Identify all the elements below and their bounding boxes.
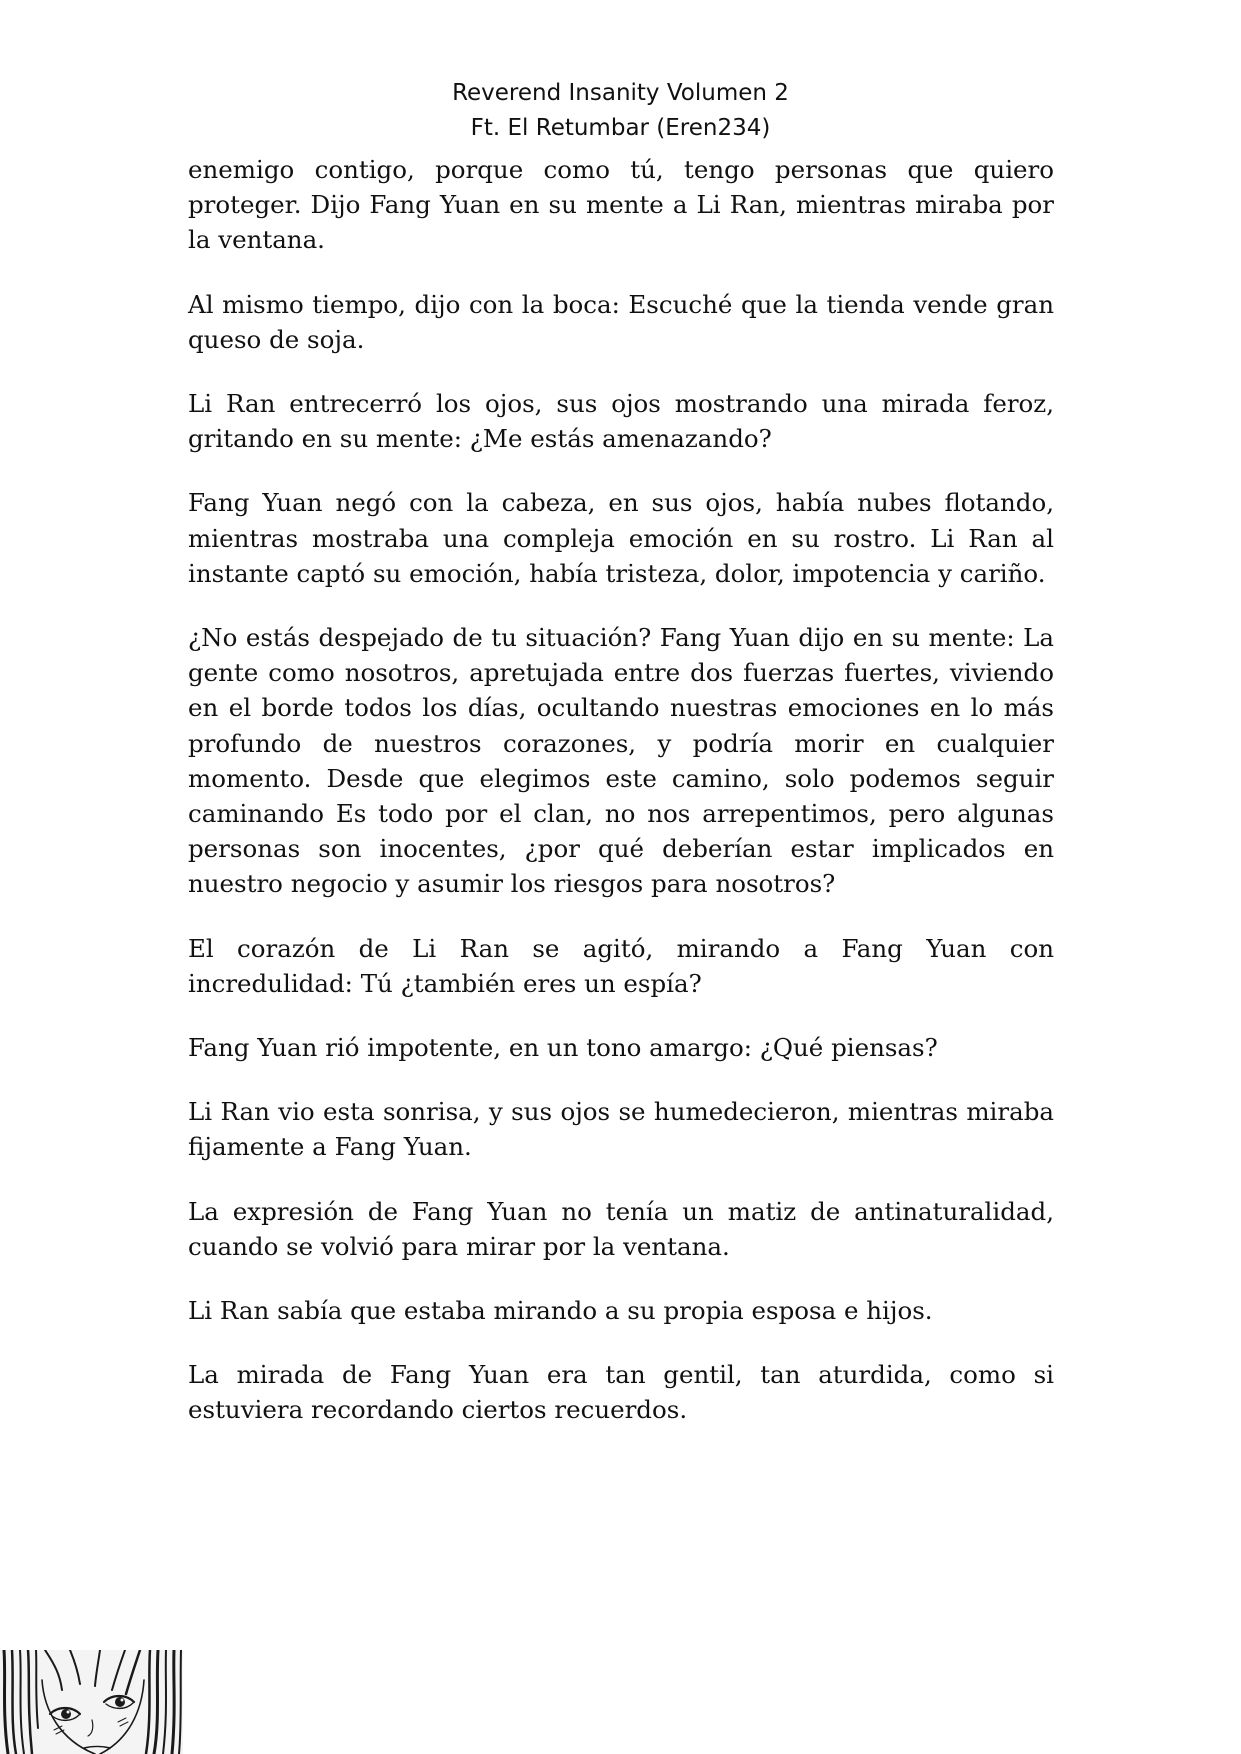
paragraph: Li Ran sabía que estaba mirando a su propia esposa e hijos.	[188, 1296, 933, 1326]
page-header	[0, 76, 1241, 146]
body-text	[188, 152, 1054, 1457]
paragraph: La expresión de Fang Yuan no tenía un matiz de antinaturalidad, cuando se volvió para mirar por la ventana.	[188, 1196, 1054, 1261]
paragraph: enemigo contigo, porque como tú, tengo personas que quiero proteger. Dijo Fang Yuan en su mente a Li Ran, mientras miraba por la ventana.	[188, 155, 1054, 255]
paragraph: Fang Yuan negó con la cabeza, en sus ojos, había nubes flotando, mientras mostraba una compleja emoción en su rostro. Li Ran al instante captó su emoción, había tristeza, dolor, impotencia y cariño.	[188, 488, 1054, 588]
paragraph: El corazón de Li Ran se agitó, mirando a Fang Yuan con incredulidad: Tú ¿también eres un espía?	[188, 933, 1054, 998]
paragraph: Li Ran entrecerró los ojos, sus ojos mostrando una mirada feroz, gritando en su mente: ¿Me estás amenazando?	[188, 389, 1054, 454]
paragraph: La mirada de Fang Yuan era tan gentil, tan aturdida, como si estuviera recordando ciertos recuerdos.	[188, 1360, 1054, 1425]
paragraph: Fang Yuan rió impotente, en un tono amargo: ¿Qué piensas?	[188, 1033, 938, 1063]
paragraph: Li Ran vio esta sonrisa, y sus ojos se humedecieron, mientras miraba fijamente a Fang Yuan.	[188, 1097, 1054, 1162]
header-credit: Ft. El Retumbar (Eren234)	[470, 115, 771, 141]
paragraph: ¿No estás despejado de tu situación? Fang Yuan dijo en su mente: La gente como nosotros, apretujada entre dos fuerzas fuertes, viviendo en el borde todos los días, ocultando nuestras emociones en lo más profundo de nuestros corazones, y podría morir en cualquier momento. Desde que elegimos este camino, solo podemos seguir caminando Es todo por el clan, no nos arrepentimos, pero algunas personas son inocentes, ¿por qué deberían estar implicados en nuestro negocio y asumir los riesgos para nosotros?	[188, 623, 1054, 899]
paragraph: Al mismo tiempo, dijo con la boca: Escuché que la tienda vende gran queso de soja.	[188, 289, 1054, 354]
header-title: Reverend Insanity Volumen 2	[452, 80, 789, 106]
manga-face-illustration-icon	[0, 1650, 183, 1754]
